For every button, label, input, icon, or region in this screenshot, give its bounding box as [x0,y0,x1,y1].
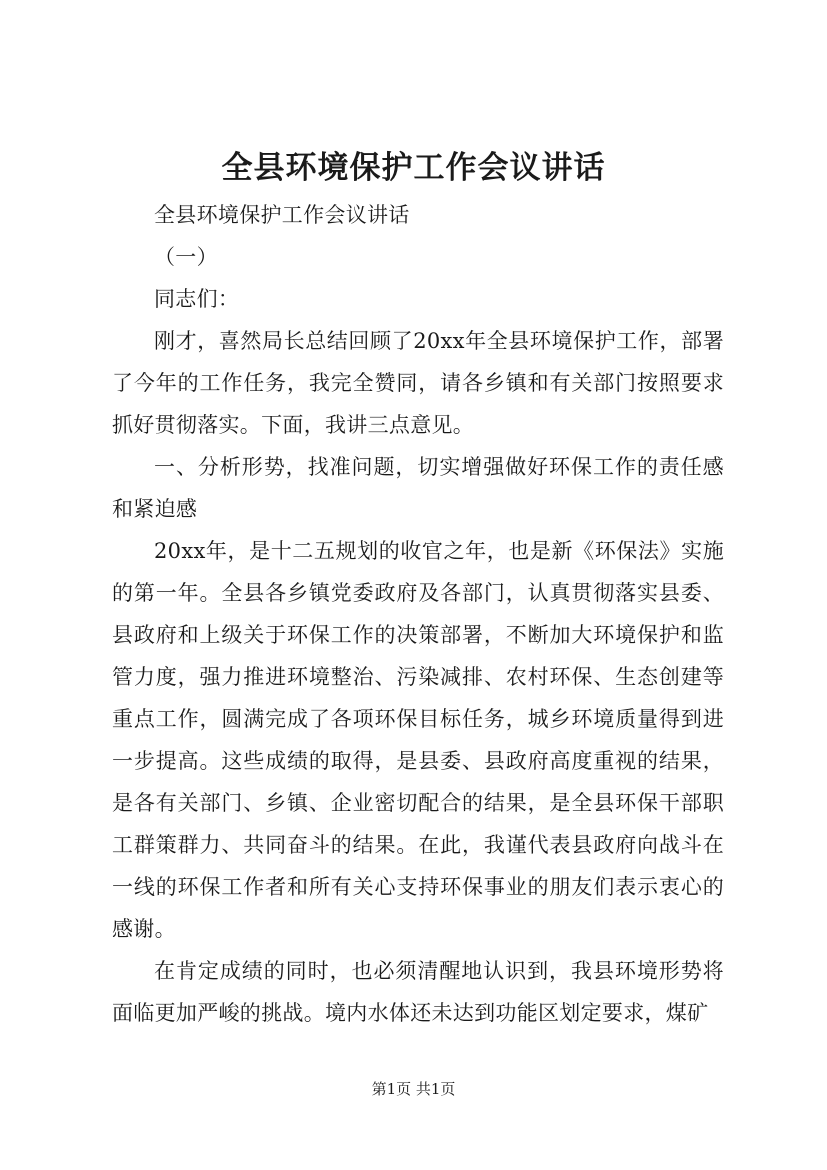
page-number-footer: 第1页 共1页 [371,1080,456,1098]
paragraph-heading-one: 一、分析形势，找准问题，切实增强做好环保工作的责任感和紧迫感 [112,455,724,521]
document-body [112,194,724,1034]
paragraph-challenges: 在肯定成绩的同时，也必须清醒地认识到，我县环境形势将面临更加严峻的挑战。境内水体还未达到功能区划定要求，煤矿 [112,959,724,1025]
paragraph-subtitle: 全县环境保护工作会议讲话 [154,203,410,227]
paragraph-achievements: 20xx年，是十二五规划的收官之年，也是新《环保法》实施的第一年。全县各乡镇党委政府及各部门，认真贯彻落实县委、县政府和上级关于环保工作的决策部署，不断加大环境保护和监管力度，强力推进环境整治、污染减排、农村环保、生态创建等重点工作，圆满完成了各项环保目标任务，城乡环境质量得到进一步提高。这些成绩的取得，是县委、县政府高度重视的结果，是各有关部门、乡镇、企业密切配合的结果，是全县环保干部职工群策群力、共同奋斗的结果。在此，我谨代表县政府向战斗在一线的环保工作者和所有关心支持环保事业的朋友们表示衷心的感谢。 [112,539,724,941]
paragraph-opening: 刚才，喜然局长总结回顾了20xx年全县环境保护工作，部署了今年的工作任务，我完全赞同，请各乡镇和有关部门按照要求抓好贯彻落实。下面，我讲三点意见。 [112,329,724,437]
paragraph-salutation: 同志们： [154,287,240,311]
page-title: 全县环境保护工作会议讲话 [221,150,606,186]
paragraph-section-number: （一） [154,245,218,269]
